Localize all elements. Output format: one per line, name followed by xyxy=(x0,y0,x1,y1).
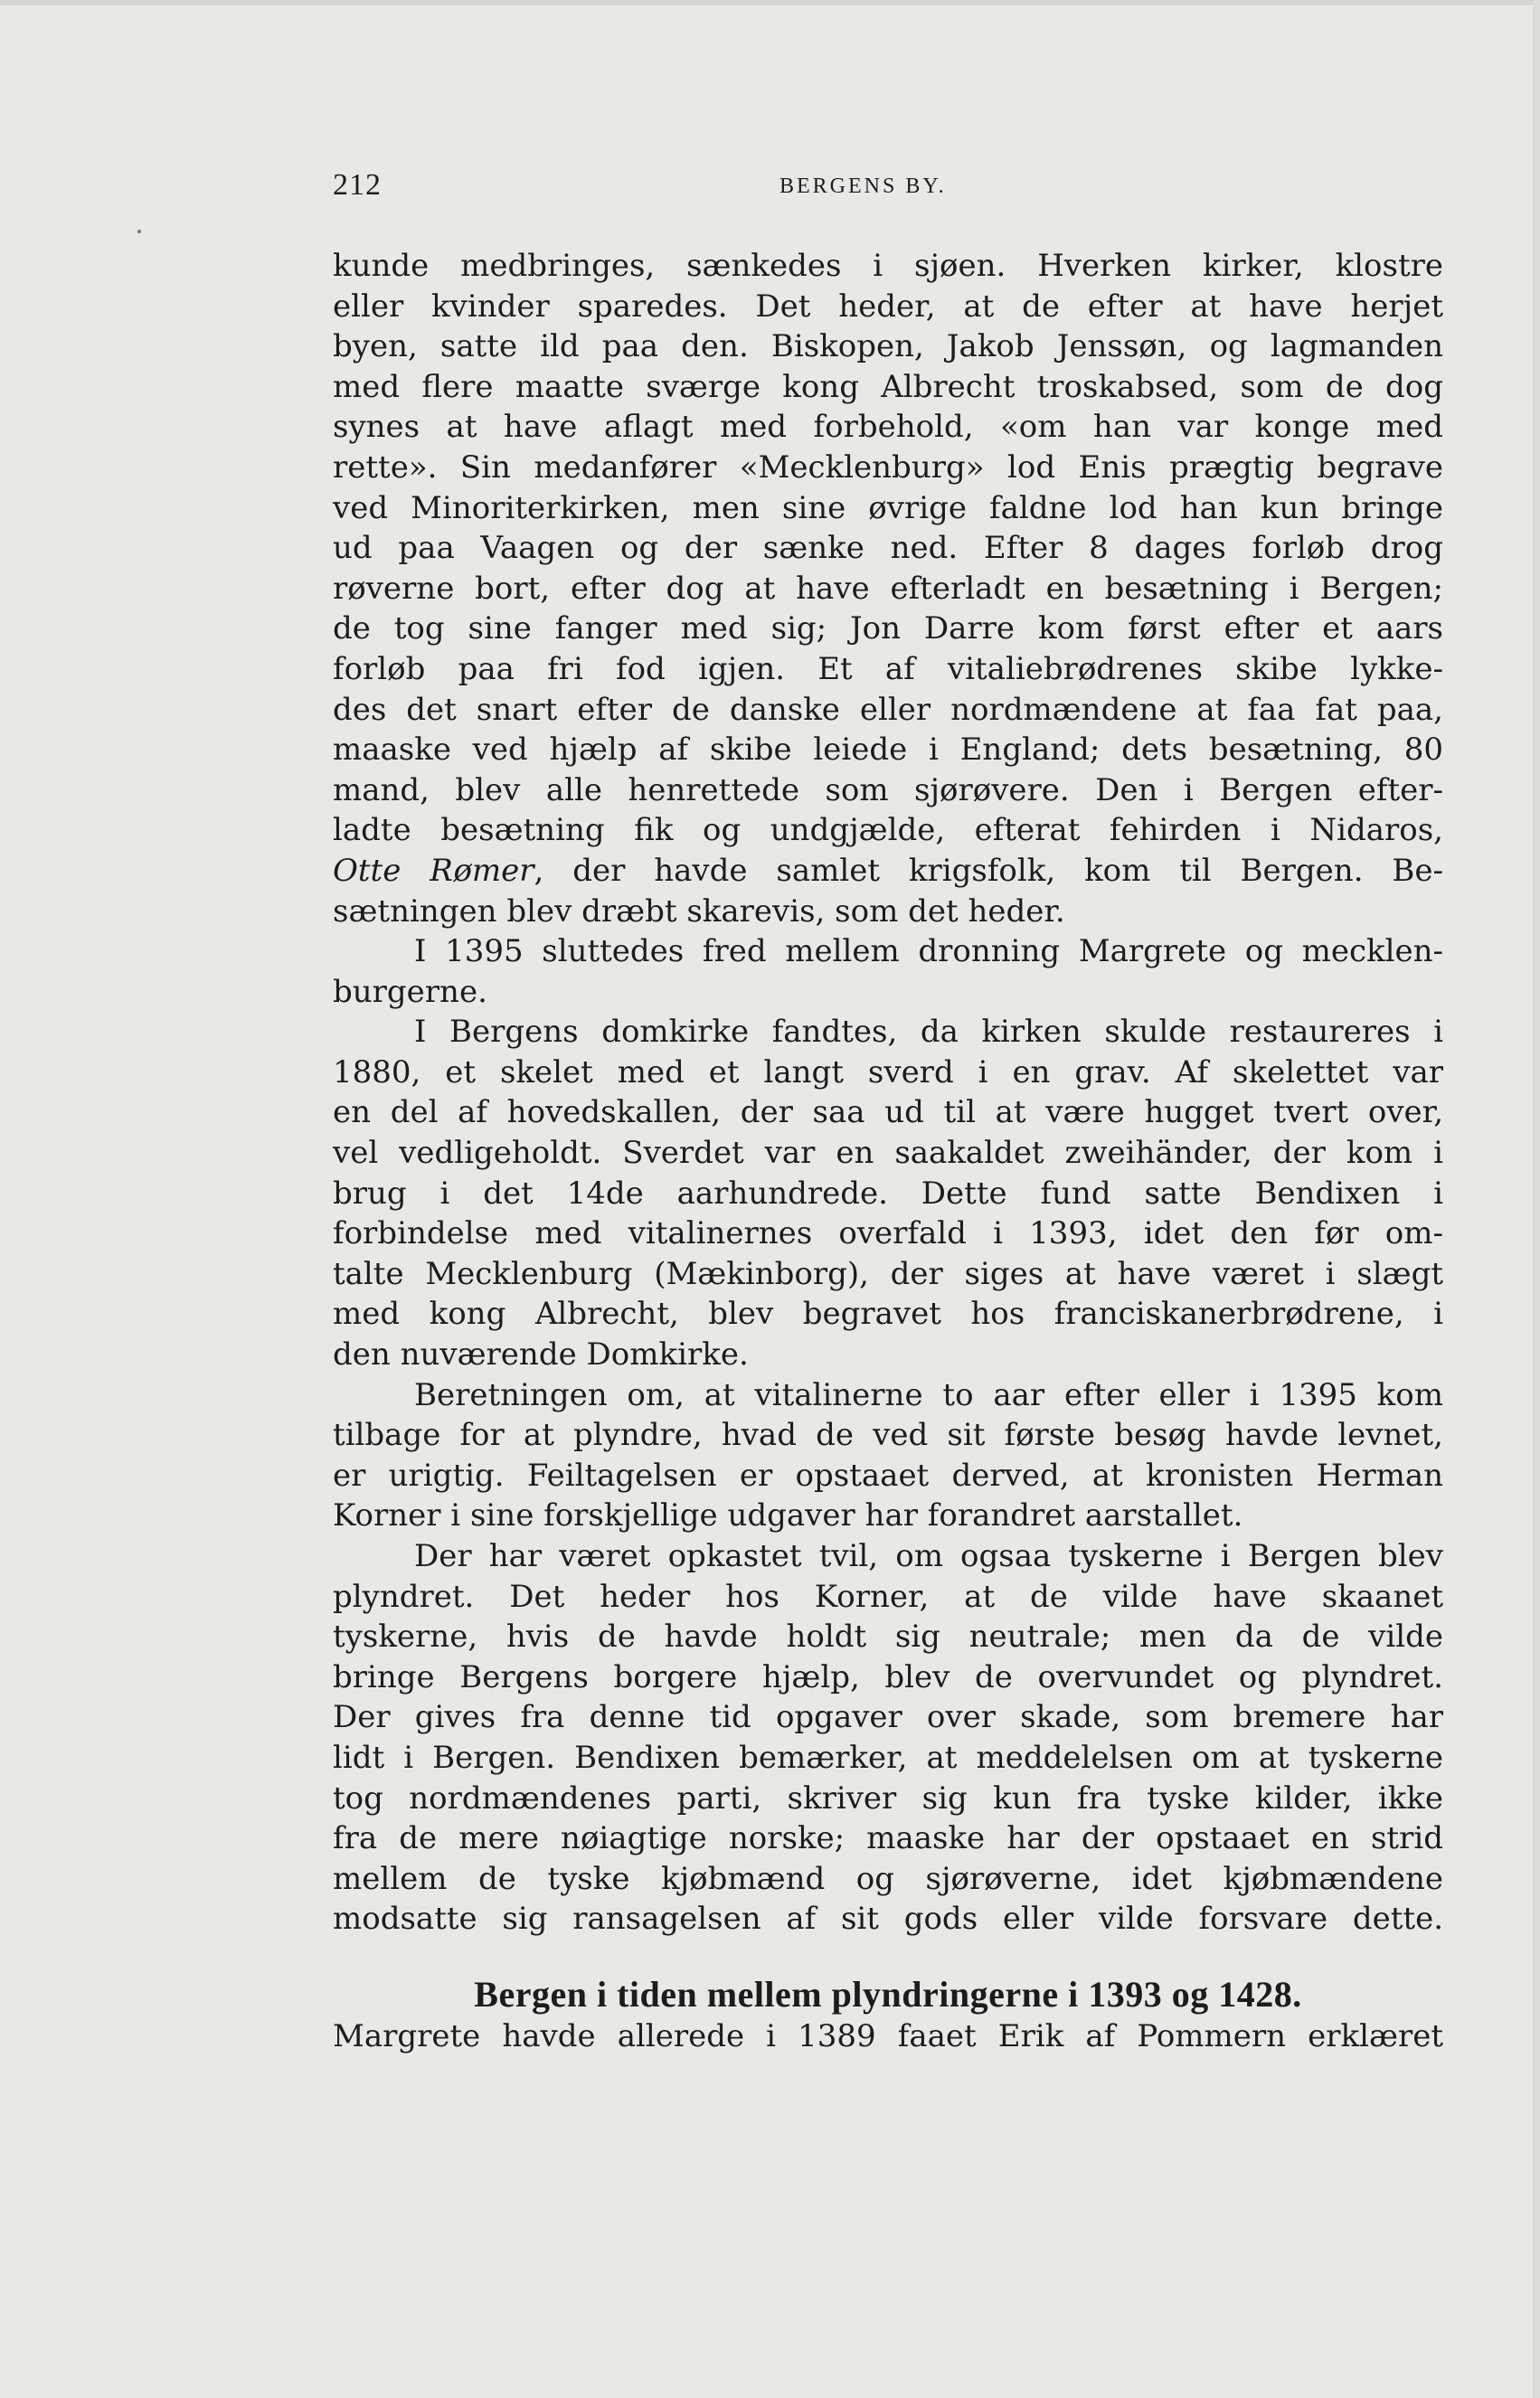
scan-edge-top xyxy=(0,0,1540,5)
text-line: 1880, et skelet med et langt sverd i en grav. Af skelettet var xyxy=(333,1053,1443,1090)
text-line: byen, satte ild paa den. Biskopen, Jakob Jenssøn, og lagmanden xyxy=(333,328,1443,365)
text-line: maaske ved hjælp af skibe leiede i England; dets besætning, 80 xyxy=(333,732,1443,769)
text-line: Beretningen om, at vitalinerne to aar efter eller i 1395 kom xyxy=(414,1376,1443,1413)
text-line: mellem de tyske kjøbmænd og sjørøverne, idet kjøbmændene xyxy=(333,1860,1443,1897)
scan-speck xyxy=(137,230,141,233)
text-line: de tog sine fanger med sig; Jon Darre kom først efter et aars xyxy=(333,610,1443,647)
text-line: røverne bort, efter dog at have efterladt en besætning i Bergen; xyxy=(333,570,1443,607)
text-line: lidt i Bergen. Bendixen bemærker, at meddelelsen om at tyskerne xyxy=(333,1739,1443,1776)
text-line: tyskerne, hvis de havde holdt sig neutrale; men da de vilde xyxy=(333,1619,1443,1656)
text-line: med kong Albrecht, blev begravet hos franciskanerbrødrene, i xyxy=(333,1296,1443,1333)
text-line: eller kvinder sparedes. Det heder, at de efter at have herjet xyxy=(333,288,1443,325)
text-line: burgerne. xyxy=(333,973,487,1010)
paragraph-vitalie-raid xyxy=(333,246,1443,931)
paragraph-peace-1395 xyxy=(333,931,1443,1012)
text-line: bringe Bergens borgere hjælp, blev de overvundet og plyndret. xyxy=(333,1658,1443,1695)
text-line: mand, blev alle henrettede som sjørøvere. Den i Bergen efter- xyxy=(333,771,1443,808)
text-line: forbindelse med vitalinernes overfald i 1393, idet den før om- xyxy=(333,1215,1443,1252)
text-line: forløb paa fri fod igjen. Et af vitaliebrødrenes skibe lykke- xyxy=(333,650,1443,687)
text-line: Margrete havde allerede i 1389 faaet Erik af Pommern erklæret xyxy=(333,2018,1443,2054)
text-line: den nuværende Domkirke. xyxy=(333,1336,749,1374)
text-line: ved Minoriterkirken, men sine øvrige faldne lod han kun bringe xyxy=(333,489,1443,526)
text-line: ladte besætning fik og undgjælde, efterat fehirden i Nidaros, xyxy=(333,812,1443,849)
section-heading: Bergen i tiden mellem plyndringerne i 1393 og 1428. xyxy=(474,1974,1302,2015)
text-line: talte Mecklenburg (Mækinborg), der siges at have været i slægt xyxy=(333,1255,1443,1292)
scan-edge-right xyxy=(1533,0,1540,2398)
text-line: I Bergens domkirke fandtes, da kirken skulde restaureres i xyxy=(414,1014,1443,1051)
text-line: kunde medbringes, sænkedes i sjøen. Hverken kirker, klostre xyxy=(333,248,1443,284)
text-line: er urigtig. Feiltagelsen er opstaaet derved, at kronisten Herman xyxy=(333,1457,1443,1494)
text-line: ud paa Vaagen og der sænke ned. Efter 8 dages forløb drog xyxy=(333,530,1443,567)
text-line-rest: , der havde samlet krigsfolk, kom til Bergen. Be- xyxy=(534,852,1443,889)
text-line: rette». Sin medanfører «Mecklenburg» lod Enis prægtig begrave xyxy=(333,448,1443,486)
text-line: tilbage for at plyndre, hvad de ved sit første besøg havde levnet, xyxy=(333,1417,1443,1454)
text-line: synes at have aflagt med forbehold, «om han var konge med xyxy=(333,409,1443,446)
page-header xyxy=(333,168,1443,212)
page-number: 212 xyxy=(333,168,382,202)
text-line: plyndret. Det heder hos Korner, at de vilde have skaanet xyxy=(333,1578,1443,1615)
paragraph-beretning xyxy=(333,1375,1443,1536)
paragraph-tvil-tyskerne xyxy=(333,1536,1443,1940)
text-line-otte-romer xyxy=(333,851,1443,892)
text-line: en del af hovedskallen, der saa ud til at være hugget tvert over, xyxy=(333,1094,1443,1131)
text-line: sætningen blev dræbt skarevis, som det heder. xyxy=(333,892,1065,930)
person-name-italic: Otte Rømer xyxy=(333,852,534,889)
text-line: vel vedligeholdt. Sverdet var en saakaldet zweihänder, der kom i xyxy=(333,1135,1443,1172)
text-line: med flere maatte sværge kong Albrecht troskabsed, som de dog xyxy=(333,368,1443,405)
text-line: Der gives fra denne tid opgaver over skade, som bremere har xyxy=(333,1699,1443,1736)
text-line: tog nordmændenes parti, skriver sig kun fra tyske kilder, ikke xyxy=(333,1780,1443,1817)
paragraph-domkirke-skeleton xyxy=(333,1012,1443,1374)
text-line: brug i det 14de aarhundrede. Dette fund satte Bendixen i xyxy=(333,1175,1443,1212)
body-text xyxy=(333,246,1443,1940)
running-title: BERGENS BY. xyxy=(779,175,947,198)
section-first-paragraph xyxy=(333,2016,1443,2057)
text-line: I 1395 sluttedes fred mellem dronning Margrete og mecklen- xyxy=(414,933,1443,970)
text-line: des det snart efter de danske eller nordmændene at faa fat paa, xyxy=(333,691,1443,728)
text-line: Korner i sine forskjellige udgaver har forandret aarstallet. xyxy=(333,1497,1243,1534)
text-line: modsatte sig ransagelsen af sit gods eller vilde forsvare dette. xyxy=(333,1901,1443,1938)
text-line: Der har været opkastet tvil, om ogsaa tyskerne i Bergen blev xyxy=(414,1538,1443,1574)
text-line: fra de mere nøiagtige norske; maaske har der opstaaet en strid xyxy=(333,1820,1443,1857)
